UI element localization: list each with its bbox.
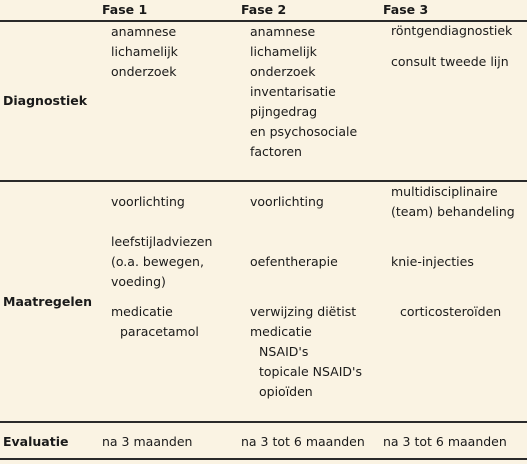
maatregelen-rule: [0, 421, 527, 423]
maatregelen-fase3-b: knie-injecties: [391, 254, 474, 269]
header-fase-3: Fase 3: [383, 2, 429, 17]
cell-line: leefstijladviezen: [111, 234, 213, 249]
cell-line: (o.a. bewegen,: [111, 254, 204, 269]
cell-line: lichamelijk: [250, 44, 317, 59]
cell-line: topicale NSAID's: [259, 364, 362, 379]
cell-line: inventarisatie: [250, 84, 336, 99]
cell-line: anamnese: [111, 24, 177, 39]
cell-line: onderzoek: [250, 64, 316, 79]
maatregelen-fase2-c: [250, 302, 362, 402]
maatregelen-fase3-c: corticosteroïden: [400, 304, 502, 319]
maatregelen-fase1-a: voorlichting: [111, 194, 185, 209]
evaluatie-fase1: na 3 maanden: [102, 434, 193, 449]
diagnostiek-fase3-line1: röntgendiagnostiek: [391, 23, 513, 38]
cell-line: lichamelijk: [111, 44, 178, 59]
cell-line: factoren: [250, 144, 302, 159]
cell-line: pijngedrag: [250, 104, 318, 119]
maatregelen-fase2-b: oefentherapie: [250, 254, 338, 269]
row-label-diagnostiek: Diagnostiek: [3, 93, 88, 108]
cell-line: multidisciplinaire: [391, 184, 498, 199]
diagnostiek-fase3-line2: consult tweede lijn: [391, 54, 509, 69]
cell-line: paracetamol: [120, 324, 199, 339]
cell-line: en psychosociale: [250, 124, 358, 139]
maatregelen-fase2-a: voorlichting: [250, 194, 324, 209]
cell-line: (team) behandeling: [391, 204, 515, 219]
maatregelen-fase1-b: [111, 232, 212, 292]
row-label-maatregelen: Maatregelen: [3, 294, 93, 309]
evaluatie-fase3: na 3 tot 6 maanden: [383, 434, 507, 449]
cell-line: verwijzing diëtist: [250, 304, 357, 319]
cell-line: voeding): [111, 274, 166, 289]
header-fase-2: Fase 2: [241, 2, 287, 17]
cell-line: onderzoek: [111, 64, 177, 79]
cell-line: medicatie: [111, 304, 173, 319]
cell-line: NSAID's: [259, 344, 309, 359]
cell-line: opioïden: [259, 384, 313, 399]
diagnostiek-fase2: [250, 22, 357, 162]
bottom-rule: [0, 458, 527, 460]
evaluatie-fase2: na 3 tot 6 maanden: [241, 434, 365, 449]
header-fase-1: Fase 1: [102, 2, 148, 17]
row-label-evaluatie: Evaluatie: [3, 434, 69, 449]
cell-line: anamnese: [250, 24, 316, 39]
cell-line: medicatie: [250, 324, 312, 339]
maatregelen-fase3-a: [391, 182, 515, 222]
diagnostiek-fase1: [111, 22, 178, 82]
maatregelen-fase1-c: [111, 302, 199, 342]
